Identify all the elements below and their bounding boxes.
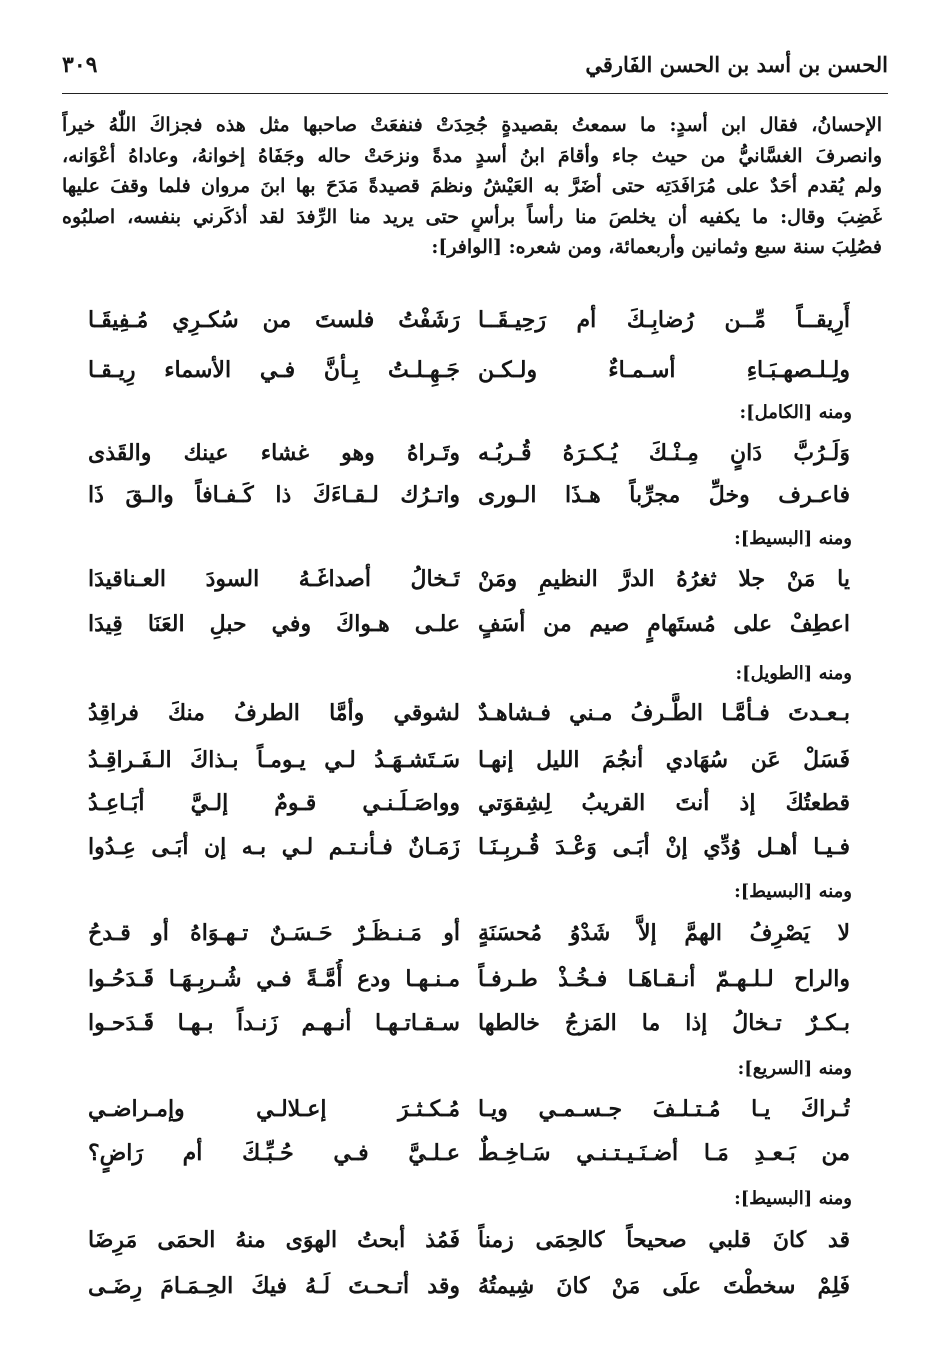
verse-second-hemistich: جَـهِـلـتُ بِـأنَّ فـي الأسماء رِيـقـا (88, 357, 460, 383)
verse-second-hemistich: زَمَـانٌ فـأنـتـم لـي بـه إن أبَـى عِـدُوا (88, 834, 460, 860)
meter-label: ومنه [الكامل]: (739, 402, 852, 423)
verse-second-hemistich: فَمُذ أبحتُ الهوَى منهُ الحمَى مَرِضَا (88, 1227, 460, 1253)
prose-line: غَضِبَ وقال: ما يكفيه أن يخلصَ منا رأساً برأسٍ حتى يريد منا الرِّفدَ لقد أذكَرني بنفسه، اصلبُوه (62, 205, 882, 228)
header-title: الحسن بن أسد بن الحسن الفَارقي (585, 52, 888, 77)
prose-paragraph (62, 110, 882, 263)
prose-line: وانصرفَ الغسَّانيُّ من حيث جاء وأقامَ ابنُ أسدٍ مدةً ونزحَتْ حاله وجَفَاهُ إخوانهُ، وعاداهُ أعْوَانه، (62, 144, 882, 167)
header-rule (62, 93, 888, 94)
verse-second-hemistich: عـلـيَّ فـي حُـبِّـكَ أم رَاضٍ؟ (88, 1140, 460, 1166)
verse-second-hemistich: مُـكـثـرَ إعـلالـي وإمـراضـي (88, 1096, 460, 1122)
verse-first-hemistich: اعطِفْ على مُستَهامٍ صيم من أسَفٍ (478, 611, 850, 637)
meter-label: ومنه [البسيط]: (734, 528, 852, 549)
verse-second-hemistich: واتـرُك لـقـاءَكَ ذا كَـفـافاً والـقَ ذَا (88, 482, 460, 508)
verse-first-hemistich: أَرِيقــاً مِّــن رُضابِـكَ أم رَحِيـقَــا (478, 307, 850, 333)
verse-second-hemistich: وقد أتـحـتَ لَـهُ فيكَ الحِـمَـامَ رِضَـى (88, 1273, 460, 1299)
verse-second-hemistich: لشوقي وأمَّا الطرفُ منكَ فراقِدُ (88, 700, 460, 726)
verse-first-hemistich: فاعـرف وخلِّ مجرِّباً هـذَا الـورى (478, 482, 850, 508)
meter-label: ومنه [الطويل]: (735, 663, 852, 684)
prose-line: فصُلِبَ سنة سبع وثمانين وأربعمائة، ومن شعره: [الوافر]: (431, 236, 882, 258)
verse-second-hemistich: تَـخالُ أصداغَـهُ السودَ العـناقيدَا (88, 566, 460, 592)
prose-line: الإحسانُ، فقال ابن أسدٍ: ما سمعتُ بقصيدةٍ جُحِدَتْ فنفعَتْ صاحبها مثل هذه فجزاكَ اللّٰهُ خيراً (62, 114, 882, 136)
verse-first-hemistich: بـعـدتَ فـأمَّـا الطَّـرفُ مـني فـشاهـدٌ (478, 700, 850, 726)
verse-second-hemistich: سـقـاتـهـا أنـهـم زَنـداً بـهـا قَـدَحـوا (88, 1010, 460, 1036)
meter-label: ومنه [السريع]: (737, 1058, 852, 1079)
prose-line: ولم يُقدم أحَدٌ على مُرَافَدَتِه حتى أضَرَّ به العَيْشُ ونظمَ قصيدةً مَدَحَ بها ابنَ مروان فلما وقفَ عليها (62, 175, 882, 197)
verse-second-hemistich: رَشَفْتُ فلستَ من سُكـرِي مُـفِيقَـا (88, 307, 460, 333)
verse-first-hemistich: قطعتُكَ إذ أنتَ القريبُ لِشِقوَتي (478, 790, 850, 816)
page-number: ٣٠٩ (62, 52, 98, 78)
verse-second-hemistich: وتَـراهُ وهو غشاء عينك والقَذى (88, 440, 460, 466)
verse-first-hemistich: فـيـا أهـل وُدِّي إنْ أبَـى وَعْـدَ قُـربِـنَـا (478, 834, 850, 860)
verse-second-hemistich: علـى هـواكَ وفي حبلِ العَنَا قِيدَا (88, 611, 460, 637)
verse-first-hemistich: ولِـلـصهـبَـاءِ أسـمـاءٌ ولـكـن (478, 357, 850, 383)
verse-first-hemistich: والراح لـلـهـمّ أنـقـاهَـا فـخُـذْ طـرفـاً (478, 966, 850, 992)
meter-label: ومنه [البسيط]: (734, 881, 852, 902)
meter-label: ومنه [البسيط]: (734, 1188, 852, 1209)
verse-first-hemistich: فَسَلْ عَن سُهَادي أنجُمَ الليل إنهـا (478, 747, 850, 773)
verse-first-hemistich: من بَـعـدِ مَـا أضـنَـيـتـنـي سَـاخِـطٌ (478, 1140, 850, 1166)
verse-first-hemistich: يا مَنْ جلا ثغرُهُ الدرَّ النظيمِ ومَنْ (478, 566, 850, 592)
verse-first-hemistich: قد كانَ قلبي صحيحاً كالحِمَى زمناً (478, 1227, 850, 1253)
verse-second-hemistich: أو مَـنـظَـرٌ حَـسَـنٌ تـهـوَاهُ أو قـدحُ (88, 920, 460, 946)
verse-second-hemistich: وواصَـلَـنـي قـومٌ إلـيَّ أبَـاعِـدُ (88, 790, 460, 816)
verse-second-hemistich: سَـتَشـهَـدُ لـي يـومـاً بـذاكَ الـفَـراقِـدُ (88, 747, 460, 773)
verse-first-hemistich: تُـراكَ يـا مُـتـلـفَ جـسـمـي ويـا (478, 1096, 850, 1122)
verse-first-hemistich: فَلِمْ سخطْتَ علَى مَنْ كانَ شِيمتُهُ (478, 1273, 850, 1299)
verse-first-hemistich: لا يَصْرِفُ الهمَّ إلاَّ شَدْوُ مُحسَنَةٍ (478, 920, 850, 946)
verse-first-hemistich: بـكـرٌ تـخالُ إذا ما المَزجُ خالطها (478, 1010, 850, 1036)
running-header (62, 52, 888, 88)
verse-second-hemistich: مـنـهـا ودع أُمَّـةً فـي شُـربِـهَـا قَـدَحُـوا (88, 966, 460, 992)
verse-first-hemistich: وَلَـرُبَّ دَانٍ مِـنْـكَ يُـكـرَهُ قُـربُـه (478, 440, 850, 466)
